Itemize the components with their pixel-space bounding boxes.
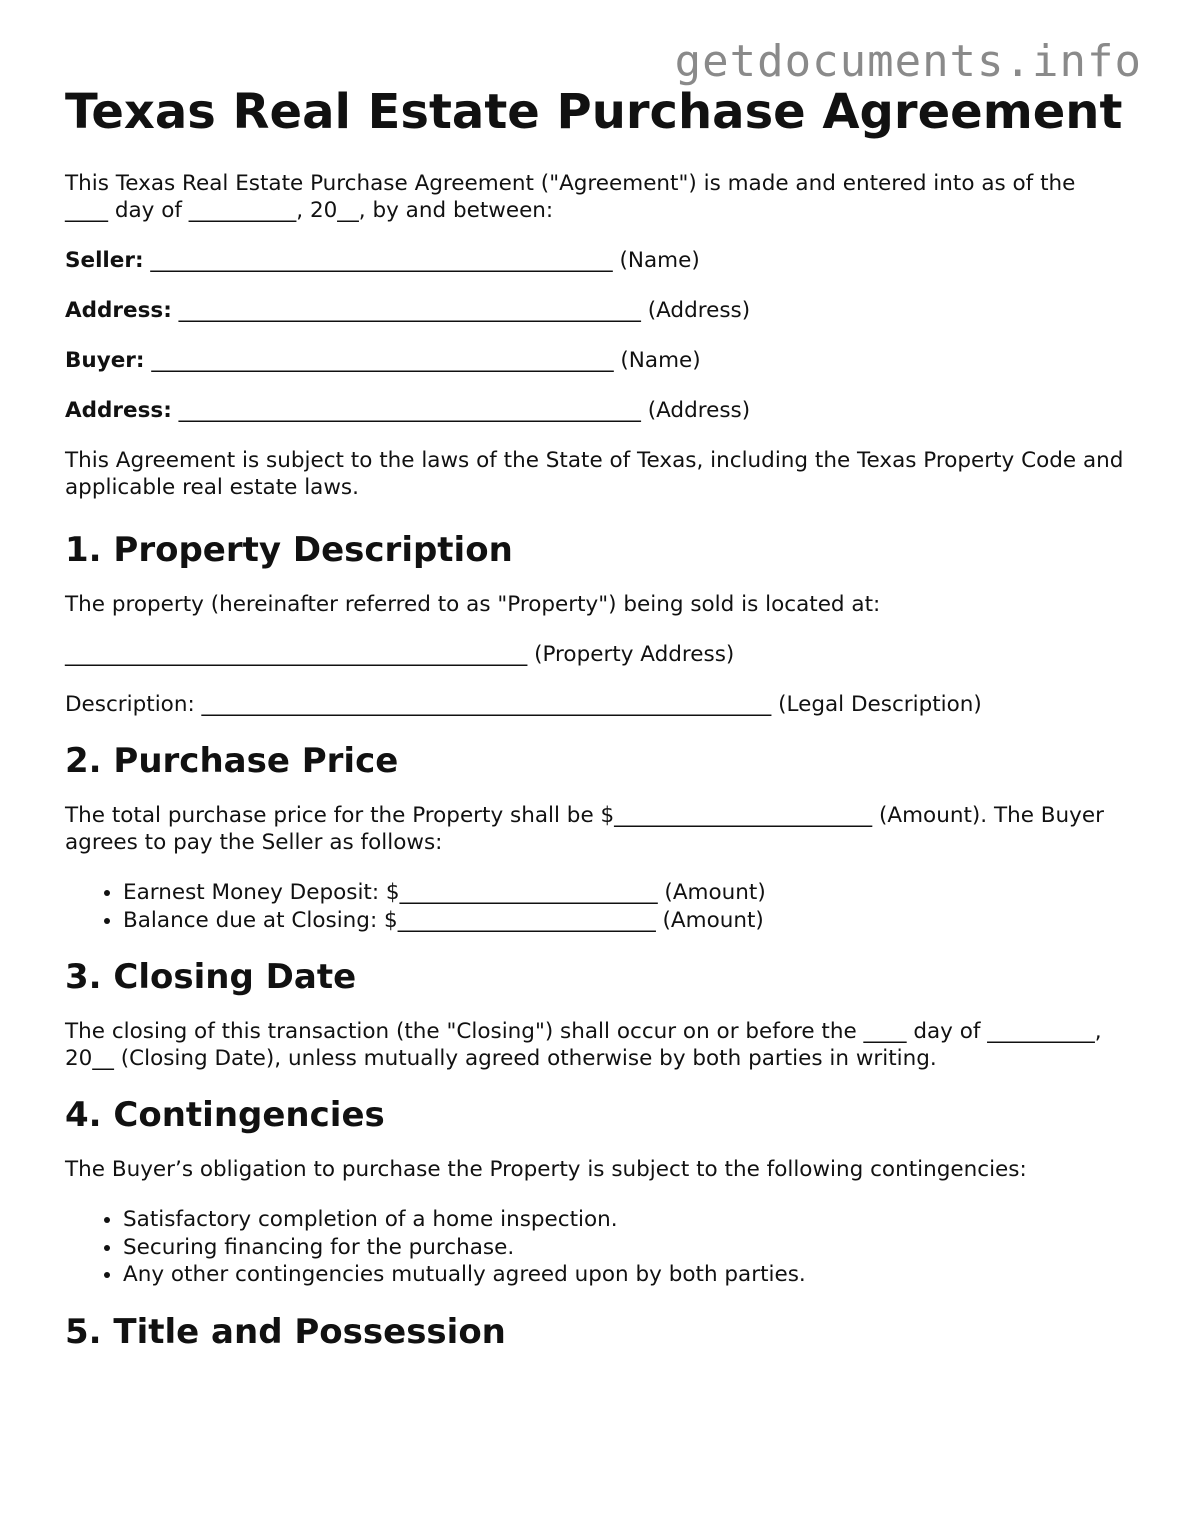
list-item: • Earnest Money Deposit: $________________________ (Amount) [123,879,1125,907]
legal-description-line: Description: _____________________________________________________ (Legal Description) [65,692,982,717]
closing-date-paragraph: The closing of this transaction (the "Closing") shall occur on or before the ____ day of __________, 20__ (Closing Date), unless mutually agreed otherwise by both parties in writing. [65,1019,1102,1071]
section-heading-purchase-price: 2. Purchase Price [65,741,399,781]
watermark: getdocuments.info [674,36,1142,87]
property-intro: The property (hereinafter referred to as "Property") being sold is located at: [65,592,881,617]
document-title: Texas Real Estate Purchase Agreement [65,84,1123,140]
buyer-name-field [65,347,1125,374]
field-blank: ___________________________________________ (Name) [144,348,701,373]
seller-address-field [65,297,1125,324]
property-address-line: ___________________________________________ (Property Address) [65,642,735,667]
field-label: Buyer: [65,348,145,373]
field-blank: ___________________________________________ (Name) [143,248,700,273]
contingencies-list [65,1206,1125,1289]
field-blank: ___________________________________________ (Address) [171,398,751,423]
field-label: Seller: [65,248,144,273]
contingencies-paragraph: The Buyer’s obligation to purchase the Property is subject to the following contingencies: [65,1157,1027,1182]
section-heading-title-and-possession: 5. Title and Possession [65,1311,506,1352]
field-label: Address: [65,398,172,423]
payment-list [65,879,1125,934]
buyer-address-field [65,397,1125,424]
section-heading-contingencies: 4. Contingencies [65,1095,385,1135]
field-label: Address: [65,298,172,323]
field-blank: ___________________________________________ (Address) [171,298,751,323]
list-item: • Satisfactory completion of a home inspection. [123,1206,1125,1234]
section-heading-property-description: 1. Property Description [65,530,513,570]
intro-paragraph: This Texas Real Estate Purchase Agreement ("Agreement") is made and entered into as of the ____ day of __________, 20__, by and between: [65,171,1076,223]
purchase-price-paragraph: The total purchase price for the Property shall be $________________________ (Amount). The Buyer agrees to pay the Seller as follows: [65,803,1104,855]
list-item: • Any other contingencies mutually agreed upon by both parties. [123,1261,1125,1289]
seller-name-field [65,247,1125,274]
section-heading-closing-date: 3. Closing Date [65,957,357,997]
document-page [65,84,1125,1353]
governing-law-paragraph: This Agreement is subject to the laws of the State of Texas, including the Texas Property Code and applicable real estate laws. [65,448,1124,500]
list-item: • Balance due at Closing: $________________________ (Amount) [123,907,1125,935]
list-item: • Securing financing for the purchase. [123,1234,1125,1262]
